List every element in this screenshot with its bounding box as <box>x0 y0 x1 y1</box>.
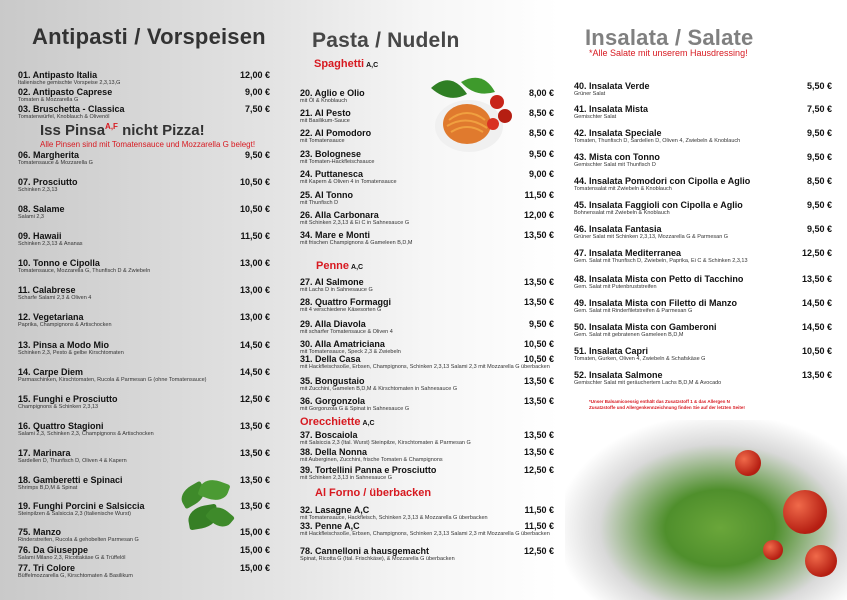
menu-item-name: 20. Aglio e Olio <box>300 88 365 98</box>
menu-item-description: mit Schinken 2,3,13 in Sahnesauce G <box>300 475 393 481</box>
menu-item-name: 24. Puttanesca <box>300 169 364 179</box>
menu-item-description: Parmaschinken, Kirschtomaten, Rucola & Parmesan G (ohne Tomatensauce) <box>18 377 207 383</box>
menu-item-price: 12,50 € <box>239 394 270 404</box>
menu-item-price: 10,50 € <box>523 339 554 349</box>
pinsa-allergen: A,F <box>105 122 118 131</box>
menu-item-name: 06. Margherita <box>18 150 80 160</box>
section-heading-label: Al Forno / überbacken <box>315 487 432 499</box>
section-heading <box>316 260 363 272</box>
menu-item-name: 33. Penne A,C <box>300 521 360 531</box>
menu-item-description: Italienische gemischte Vorspeise 2,3,13,G <box>18 80 121 86</box>
menu-item-name: 12. Vegetariana <box>18 312 84 322</box>
menu-item-description: mit Hackfleischsoße, Erbsen, Champignons, Schinken 2,3,13 Salami 2,3 mit Mozzarella G überbacken <box>300 531 550 537</box>
salad-title: Insalata / Salate <box>585 25 754 50</box>
menu-item-description: Rinderstreifen, Rucola & gehobelten Parmesan G <box>18 537 139 543</box>
menu-item-price: 9,00 € <box>244 87 270 97</box>
menu-item-name: 45. Insalata Faggioli con Cipolla e Aglio <box>574 200 743 210</box>
menu-item-description: mit Zucchini, Gamelen B,D,M & Kirschtomaten in Sahnesauce G <box>300 386 458 392</box>
menu-item-description: mit scharfer Tomatensauce & Oliven 4 <box>300 329 393 335</box>
menu-item-name: 35. Bongustaio <box>300 376 365 386</box>
menu-item-name: 34. Mare e Monti <box>300 230 371 240</box>
menu-item-name: 78. Cannelloni a hausgemacht <box>300 546 430 556</box>
menu-item-name: 52. Insalata Salmone <box>574 370 663 380</box>
menu-item-price: 13,50 € <box>523 230 554 240</box>
menu-item-name: 23. Bolognese <box>300 149 362 159</box>
menu-item-price: 12,00 € <box>239 70 270 80</box>
menu-item-description: Tomatensalat mit Zwiebeln & Knoblauch <box>574 186 672 192</box>
menu-item-name: 75. Manzo <box>18 527 62 537</box>
menu-item-description: Gem. Salat mit gebratenen Gameleen B,D,M <box>574 332 684 338</box>
menu-item-name: 15. Funghi e Prosciutto <box>18 394 118 404</box>
menu-item-name: 16. Quattro Stagioni <box>18 421 104 431</box>
menu-item-description: mit 4 verschiedene Käsesorten G <box>300 307 382 313</box>
salad-footnote <box>589 399 745 412</box>
menu-item-name: 11. Calabrese <box>18 285 76 295</box>
menu-item-price: 13,00 € <box>239 258 270 268</box>
menu-item-description: mit Thunfisch D <box>300 200 339 206</box>
menu-item-name: 38. Della Nonna <box>300 447 368 457</box>
menu-item-price: 9,50 € <box>806 152 832 162</box>
menu-item-description: mit Tomatensauce, Hackfleisch, Schinken 2,3,13 & Mozzarella G überbacken <box>300 515 488 521</box>
menu-item-price: 13,50 € <box>239 501 270 511</box>
menu-item-description: Tomaten & Mozzarella G <box>18 97 79 103</box>
section-heading-label: Orecchiette <box>300 416 361 428</box>
menu-item-description: Bohnensalat mit Zwiebeln & Knoblauch <box>574 210 670 216</box>
menu-item-price: 7,50 € <box>806 104 832 114</box>
menu-item-price: 12,50 € <box>801 248 832 258</box>
menu-item-description: mit Tomatensauce, Speck 2,3 & Zwiebeln <box>300 349 401 355</box>
menu-item-price: 8,50 € <box>528 128 554 138</box>
menu-item-name: 18. Gamberetti e Spinaci <box>18 475 123 485</box>
menu-item-description: Gemischter Salat mit geräuchertem Lachs B,D,M & Avocado <box>574 380 722 386</box>
menu-item-name: 08. Salame <box>18 204 65 214</box>
menu-item-price: 15,00 € <box>239 527 270 537</box>
menu-item-name: 07. Prosciutto <box>18 177 78 187</box>
menu-item-price: 8,00 € <box>528 88 554 98</box>
menu-item-description: Salami 2,3, Schinken 2,3, Champignons & Artischocken <box>18 431 154 437</box>
menu-item-name: 77. Tri Colore <box>18 563 76 573</box>
menu-item-price: 10,50 € <box>239 177 270 187</box>
menu-item-name: 30. Alla Amatriciana <box>300 339 385 349</box>
antipasti-title: Antipasti / Vorspeisen <box>32 24 266 49</box>
menu-item-name: 14. Carpe Diem <box>18 367 84 377</box>
menu-item-description: Schinken 2,3, Pesto & gelbe Kirschtomaten <box>18 350 124 356</box>
menu-item-name: 02. Antipasto Caprese <box>18 87 113 97</box>
menu-item-description: Gem. Salat mit Rinderfiletstreifen & Parmesan G <box>574 308 693 314</box>
section-heading-label: Penne <box>316 260 350 272</box>
menu-item-price: 15,00 € <box>239 545 270 555</box>
menu-item-name: 25. Al Tonno <box>300 190 353 200</box>
section-heading <box>315 487 431 499</box>
section-heading <box>300 416 375 428</box>
salad-column <box>565 0 847 600</box>
menu-item-name: 19. Funghi Porcini e Salsiccia <box>18 501 145 511</box>
menu-item-price: 13,50 € <box>801 274 832 284</box>
menu-item-description: Spinat, Ricotta G (Ital. Frischkäse), & Mozzarella G überbacken <box>300 556 455 562</box>
pasta-title: Pasta / Nudeln <box>312 29 460 52</box>
menu-item-price: 7,50 € <box>244 104 270 114</box>
menu-item-price: 9,50 € <box>806 224 832 234</box>
menu-item-name: 32. Lasagne A,C <box>300 505 370 515</box>
menu-item-description: Tomatensauce & Mozzarella G <box>18 160 93 166</box>
menu-item-price: 9,50 € <box>528 319 554 329</box>
menu-item-name: 76. Da Giuseppe <box>18 545 89 555</box>
menu-item-price: 14,50 € <box>239 367 270 377</box>
antipasti-column <box>0 0 282 600</box>
footnote-line-2: Zusatzstoffe und Allergenkennzeichnung finden Sie auf der letzten Seite! <box>589 405 745 411</box>
menu-item-description: mit Auberginen, Zucchini, frische Tomaten & Champignons <box>300 457 443 463</box>
menu-item-price: 5,50 € <box>806 81 832 91</box>
menu-item-description: Gem. Salat mit Thunfisch D, Zwiebeln, Paprika, Ei C & Schinken 2,3,13 <box>574 258 748 264</box>
menu-item-price: 13,50 € <box>523 376 554 386</box>
menu-item-description: Grüner Salat mit Schinken 2,3,13, Mozzarella G & Parmesan G <box>574 234 729 240</box>
section-allergen: A,C <box>366 62 379 69</box>
menu-item-price: 10,50 € <box>801 346 832 356</box>
menu-item-name: 31. Della Casa <box>300 354 361 364</box>
menu-item-name: 44. Insalata Pomodori con Cipolla e Aglio <box>574 176 751 186</box>
menu-item-name: 10. Tonno e Cipolla <box>18 258 100 268</box>
menu-item-price: 14,50 € <box>239 340 270 350</box>
menu-item-description: Salami 2,3 <box>18 214 44 220</box>
menu-item-name: 36. Gorgonzola <box>300 396 366 406</box>
menu-item-description: mit Kapern & Oliven 4 in Tomatensauce <box>300 179 397 185</box>
spaghetti-plate-icon <box>421 68 517 156</box>
menu-item-price: 13,50 € <box>239 475 270 485</box>
section-heading-label: Spaghetti <box>314 58 365 70</box>
menu-item-price: 13,00 € <box>239 312 270 322</box>
pinsa-note: Alle Pinsen sind mit Tomatensauce und Mozzarella G belegt! <box>40 140 256 149</box>
menu-item-price: 9,00 € <box>528 169 554 179</box>
footnote-line-1: *Unser Balsamicoessig enthält das Zusatzstoff 1 & das Allergen N <box>589 399 730 404</box>
menu-item-name: 17. Marinara <box>18 448 71 458</box>
menu-item-price: 11,50 € <box>240 231 270 241</box>
menu-item-price: 14,50 € <box>801 322 832 332</box>
menu-item-price: 10,50 € <box>239 204 270 214</box>
menu-item-description: Tomatensauce, Mozzarella G, Thunfisch D & Zwiebeln <box>18 268 151 274</box>
menu-item-name: 21. Al Pesto <box>300 108 351 118</box>
menu-item-description: Champignons & Schinken 2,3,13 <box>18 404 99 410</box>
menu-item-price: 11,50 € <box>524 190 554 200</box>
menu-item-price: 14,50 € <box>801 298 832 308</box>
menu-item-name: 28. Quattro Formaggi <box>300 297 392 307</box>
pasta-column <box>283 0 565 600</box>
menu-item-description: mit Hackfleischsoße, Erbsen, Champignons, Schinken 2,3,13 Salami 2,3 mit Mozzarella G überbacken <box>300 364 550 370</box>
menu-item-name: 40. Insalata Verde <box>574 81 650 91</box>
menu-item-name: 29. Alla Diavola <box>300 319 366 329</box>
menu-item-price: 9,50 € <box>806 200 832 210</box>
tomato-icon <box>783 490 827 534</box>
menu-item-name: 43. Mista con Tonno <box>574 152 660 162</box>
menu-item-description: mit Basilikum-Sauce <box>300 118 350 124</box>
menu-item-description: Shrimps B,D,M & Spinat <box>18 485 78 491</box>
menu-item-description: Paprika, Champignons & Artischocken <box>18 322 112 328</box>
menu-item-description: Steinpilzen & Salsiccia 2,3 (Italienische Wurst) <box>18 511 132 517</box>
menu-item-name: 26. Alla Carbonara <box>300 210 379 220</box>
menu-item-price: 13,50 € <box>523 430 554 440</box>
menu-item-price: 15,00 € <box>239 563 270 573</box>
menu-item-name: 13. Pinsa a Modo Mio <box>18 340 110 350</box>
pinsa-headline-start: Iss Pinsa <box>40 122 106 139</box>
menu-item-price: 12,50 € <box>523 546 554 556</box>
salad-dressing-note: *Alle Salate mit unserem Hausdressing! <box>589 48 748 58</box>
menu-item-description: Tomaten, Thunfisch D, Sardellen D, Oliven 4, Zwiebeln & Knoblauch <box>574 138 741 144</box>
section-allergen: A,C <box>362 420 375 427</box>
section-allergen: A,C <box>351 264 364 271</box>
menu-item-description: Tomatenwürfel, Knoblauch & Olivenöl <box>18 114 110 120</box>
menu-item-price: 13,50 € <box>239 421 270 431</box>
menu-item-name: 49. Insalata Mista con Filetto di Manzo <box>574 298 738 308</box>
basil-icon <box>170 478 240 548</box>
menu-item-description: mit Lachs D in Sahnesauce G <box>300 287 373 293</box>
menu-item-description: Büffelmozzarella G, Kirschtomaten & Basilikum <box>18 573 133 579</box>
menu-item-name: 50. Insalata Mista con Gamberoni <box>574 322 717 332</box>
menu-item-name: 27. Al Salmone <box>300 277 364 287</box>
menu-item-name: 47. Insalata Mediterranea <box>574 248 682 258</box>
menu-item-description: mit Schinken 2,3,13 & Ei C in Sahnesauce G <box>300 220 410 226</box>
menu-item-name: 46. Insalata Fantasia <box>574 224 662 234</box>
menu-item-description: mit Gorgonzola G & Spinat in Sahnesauce G <box>300 406 410 412</box>
menu-item-description: Tomaten, Gurken, Oliven 4, Zwiebeln & Schafskäse G <box>574 356 706 362</box>
menu-item-price: 13,50 € <box>523 447 554 457</box>
menu-item-name: 01. Antipasto Italia <box>18 70 98 80</box>
menu-item-price: 8,50 € <box>806 176 832 186</box>
menu-item-description: Gemischter Salat mit Thunfisch D <box>574 162 656 168</box>
menu-item-name: 39. Tortellini Panna e Prosciutto <box>300 465 437 475</box>
menu-item-price: 13,50 € <box>239 448 270 458</box>
menu-item-description: mit Tomatensauce <box>300 138 345 144</box>
menu-item-price: 9,50 € <box>244 150 270 160</box>
menu-item-price: 12,00 € <box>523 210 554 220</box>
menu-item-description: mit Salsiccia 2,3 (Ital. Wurst) Steinpilze, Kirschtomaten & Parmesan G <box>300 440 471 446</box>
menu-item-price: 9,50 € <box>528 149 554 159</box>
menu-item-description: Gemischter Salat <box>574 114 617 120</box>
menu-item-price: 8,50 € <box>528 108 554 118</box>
pinsa-headline <box>40 122 205 139</box>
tomato-icon <box>763 540 783 560</box>
menu-item-description: Schinken 2,3,13 & Ananas <box>18 241 83 247</box>
menu-item-price: 11,50 € <box>524 505 554 515</box>
menu-item-name: 42. Insalata Speciale <box>574 128 662 138</box>
menu-item-name: 41. Insalata Mista <box>574 104 649 114</box>
menu-item-price: 12,50 € <box>523 465 554 475</box>
menu-item-description: Salami Milano 2,3, Ricottakäse G & Trüffelöl <box>18 555 126 561</box>
menu-item-price: 9,50 € <box>806 128 832 138</box>
menu-item-name: 51. Insalata Capri <box>574 346 649 356</box>
tomato-icon <box>805 545 837 577</box>
menu-item-description: Grüner Salat <box>574 91 606 97</box>
menu-item-name: 37. Boscaiola <box>300 430 358 440</box>
pinsa-headline-end: nicht Pizza! <box>117 122 205 139</box>
menu-item-price: 13,50 € <box>523 297 554 307</box>
menu-item-description: mit Tomaten-Hackfleischsauce <box>300 159 375 165</box>
section-heading <box>314 58 378 70</box>
menu-item-name: 09. Hawaii <box>18 231 62 241</box>
menu-item-description: mit frischen Champignons & Gameleen B,D,M <box>300 240 413 246</box>
menu-item-description: Scharfe Salami 2,3 & Oliven 4 <box>18 295 92 301</box>
menu-item-description: mit Öl & Knoblauch <box>300 98 348 104</box>
menu-item-description: Schinken 2,3,13 <box>18 187 58 193</box>
menu-item-name: 03. Bruschetta - Classica <box>18 104 125 114</box>
menu-item-price: 13,50 € <box>801 370 832 380</box>
menu-item-name: 22. Al Pomodoro <box>300 128 372 138</box>
menu-item-price: 13,00 € <box>239 285 270 295</box>
tomato-icon <box>735 450 761 476</box>
menu-item-price: 13,50 € <box>523 277 554 287</box>
menu-item-price: 10,50 € <box>523 354 554 364</box>
menu-item-name: 48. Insalata Mista con Petto di Tacchino <box>574 274 744 284</box>
menu-item-price: 13,50 € <box>523 396 554 406</box>
menu-item-description: Gem. Salat mit Putenbruststreifen <box>574 284 657 290</box>
menu-item-price: 11,50 € <box>524 521 554 531</box>
menu-item-description: Sardellen D, Thunfisch D, Oliven 4 & Kapern <box>18 458 127 464</box>
